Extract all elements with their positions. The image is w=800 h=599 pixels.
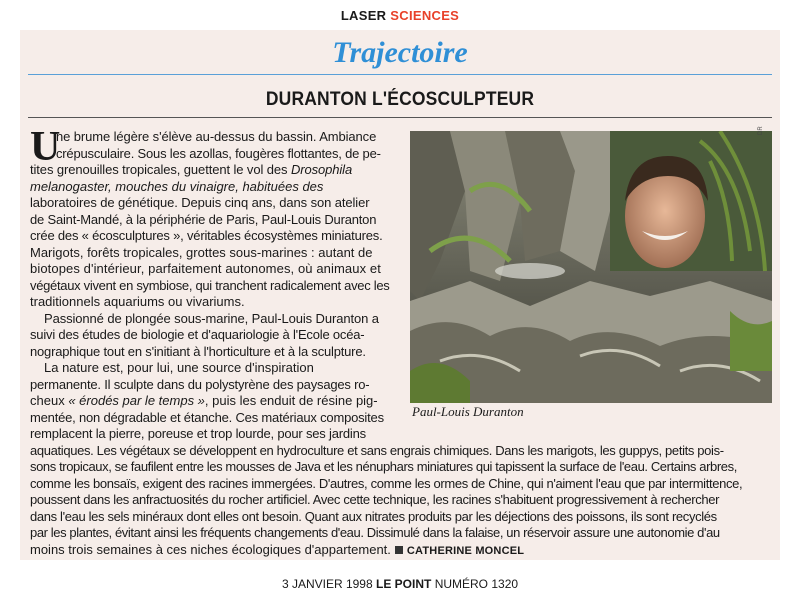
footer-magazine: LE POINT	[376, 577, 432, 591]
body-line: La nature est, pour lui, une source d'inspiration	[44, 360, 314, 375]
article-headline: DURANTON L'ÉCOSCULPTEUR	[265, 89, 535, 110]
top-rule	[28, 74, 772, 75]
footer-issue: NUMÉRO 1320	[434, 577, 519, 591]
footer-date: 3 JANVIER 1998	[281, 577, 373, 591]
body-line: traditionnels aquariums ou vivariums.	[30, 294, 245, 309]
rubric-header	[0, 8, 800, 23]
body-line-last: moins trois semaines à ces niches écologiques d'appartement. CATHERINE MONCEL	[30, 542, 525, 557]
body-line: laboratoires de génétique. Depuis cinq ans, dans son atelier	[30, 195, 370, 210]
body-line: Marigots, forêts tropicales, grottes sous-marines : autant de	[30, 245, 373, 260]
body-line: végétaux vivent en symbiose, qui tranchent radicalement avec les	[30, 278, 390, 293]
section-title: Trajectoire	[332, 36, 468, 69]
photo-illustration	[410, 131, 772, 403]
body-line: tites grenouilles tropicales, guettent le vol des Drosophila	[30, 162, 353, 177]
body-line: remplacent la pierre, poreuse et trop lourde, pour ses jardins	[30, 426, 366, 441]
author-name: CATHERINE MONCEL	[406, 545, 525, 557]
article-photo	[410, 131, 772, 403]
body-line: permanente. Il sculpte dans du polystyrène des paysages ro-	[30, 377, 370, 392]
body-line: comme les bonsaïs, exigent des racines immergées. D'autres, comme les ormes de Chine, qui n'aiment l'eau que par intermittence,	[30, 476, 743, 491]
rubric-laser: LASER	[340, 8, 387, 23]
body-line: nographique tout en s'initiant à l'horticulture et à la sculpture.	[30, 344, 366, 359]
body-line: par les plantes, évitant ainsi les fréquents changements d'eau. Dissimulé dans la falaise, un réservoir assure une autonomie d'au	[30, 525, 720, 540]
body-line: suivi des études de biologie et d'aquariologie à l'Ecole océa-	[30, 327, 365, 342]
photo-caption: Paul-Louis Duranton	[412, 404, 524, 419]
body-line: cheux « érodés par le temps », puis les enduit de résine pig-	[30, 393, 378, 408]
body-line: Passionné de plongée sous-marine, Paul-Louis Duranton a	[44, 311, 379, 326]
body-line: crée des « écosculptures », véritables écosystèmes miniatures.	[30, 228, 383, 243]
body-line: dans l'eau les sels minéraux dont elles ont besoin. Quant aux nitrates produits par les déjections des poissons, ils sont recyclés	[30, 509, 717, 524]
body-line: sons tropicaux, se faufilent entre les mousses de Java et les nénuphars miniatures qui tapissent la surface de l'eau. Certains arbres,	[30, 459, 737, 474]
body-line: ne brume légère s'élève au-dessus du bassin. Ambiance	[56, 129, 377, 144]
drop-cap: U	[30, 124, 61, 170]
body-line: mentée, non dégradable et étanche. Ces matériaux composites	[30, 410, 384, 425]
photo-credit: DR	[758, 126, 764, 135]
body-line: aquatiques. Les végétaux se développent en hydroculture et sans engrais chimiques. Dans les marigots, les guppys, petits pois-	[30, 443, 724, 458]
rubric-sciences: SCIENCES	[390, 8, 460, 23]
body-line: biotopes d'intérieur, parfaitement autonomes, où animaux et	[30, 261, 381, 276]
italic-word: Drosophila	[290, 162, 353, 177]
body-line: de Saint-Mandé, à la périphérie de Paris, Paul-Louis Duranton	[30, 212, 377, 227]
italic-phrase: « érodés par le temps »	[68, 393, 205, 408]
author-marker	[395, 546, 403, 554]
body-line: crépusculaire. Sous les azollas, fougères flottantes, de pe-	[56, 146, 381, 161]
body-line: melanogaster, mouches du vinaigre, habituées des	[30, 179, 324, 194]
body-line: poussent dans les anfractuosités du rocher artificiel. Avec cette technique, les racines s'habituent progressivement à rechercher	[30, 492, 720, 507]
page-footer	[0, 577, 800, 591]
headline-rule	[28, 117, 772, 118]
